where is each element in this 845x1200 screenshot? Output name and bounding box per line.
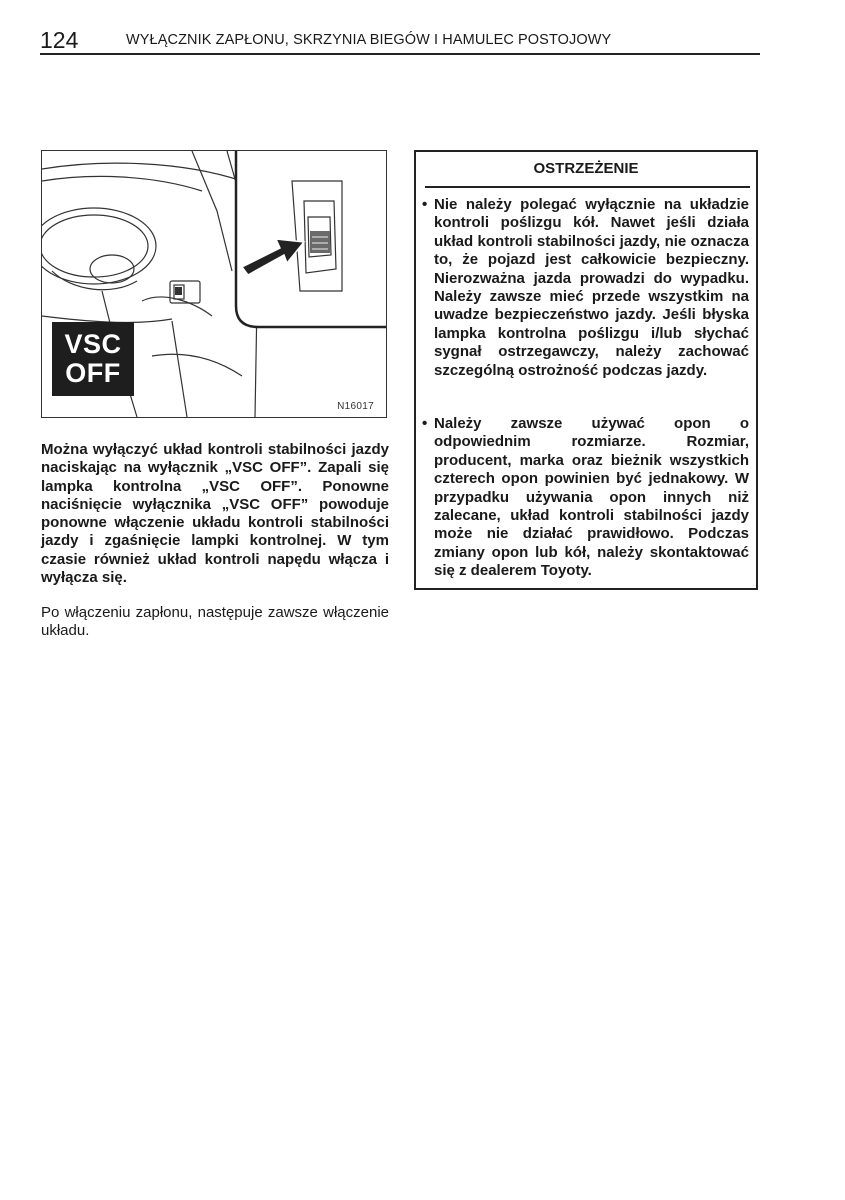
warning-item — [422, 415, 749, 581]
warning-divider — [425, 186, 750, 188]
page-number: 124 — [40, 27, 79, 53]
body-paragraph-2: Po włączeniu zapłonu, następuje zawsze włączenie układu. — [41, 604, 389, 640]
bullet-icon: • — [422, 196, 428, 213]
figure-code: N16017 — [337, 401, 374, 412]
warning-item — [422, 196, 749, 380]
warning-title: OSTRZEŻENIE — [533, 160, 639, 177]
warning-box — [414, 150, 758, 590]
running-title: WYŁĄCZNIK ZAPŁONU, SKRZYNIA BIEGÓW I HAMULEC POSTOJOWY — [126, 32, 612, 48]
badge-line-vsc: VSC — [64, 329, 122, 359]
badge-line-off: OFF — [65, 358, 121, 388]
body-paragraph-1: Można wyłączyć układ kontroli stabilności jazdy naciskając na wyłącznik „VSC OFF”. Zapali się lampka kontrolna „VSC OFF”. Ponowne naciśnięcie wyłącznika „VSC OFF” powoduje ponowne włączenie układu kontroli stabilności jazdy i zgaśnięcie lampki kontrolnej. W tym czasie również układ kontroli napędu włącza i wyłącza się. — [41, 441, 389, 587]
page-header — [40, 27, 760, 53]
dashboard-illustration — [41, 150, 387, 418]
bullet-icon: • — [422, 415, 428, 432]
warning-item-text: Należy zawsze używać opon o odpowiednim rozmiarze. Rozmiar, producent, marka oraz bieżnik wszystkich czterech opon powinien być jednakowy. W przypadku używania opon innych niż zalecane, układ kontroli stabilności jazdy może nie działać prawidłowo. Podczas zmiany opon lub kół, należy skontaktować się z dealerem Toyoty. — [434, 415, 749, 580]
vsc-off-badge — [52, 322, 134, 396]
warning-item-text: Nie należy polegać wyłącznie na układzie kontroli poślizgu kół. Nawet jeśli działa układ kontroli stabilności jazdy, nie oznacza to, że pojazd jest całkowicie bezpieczny. Nierozważna jazda prowadzi do wypadku. Należy zawsze mieć przede wszystkim na uwadze bezpieczeństwo jazdy. Jeśli błyska lampka kontrolna poślizgu i/lub słychać sygnał ostrzegawczy, należy zachować szczególną ostrożność podczas jazdy. — [434, 196, 749, 379]
header-rule — [40, 53, 760, 55]
